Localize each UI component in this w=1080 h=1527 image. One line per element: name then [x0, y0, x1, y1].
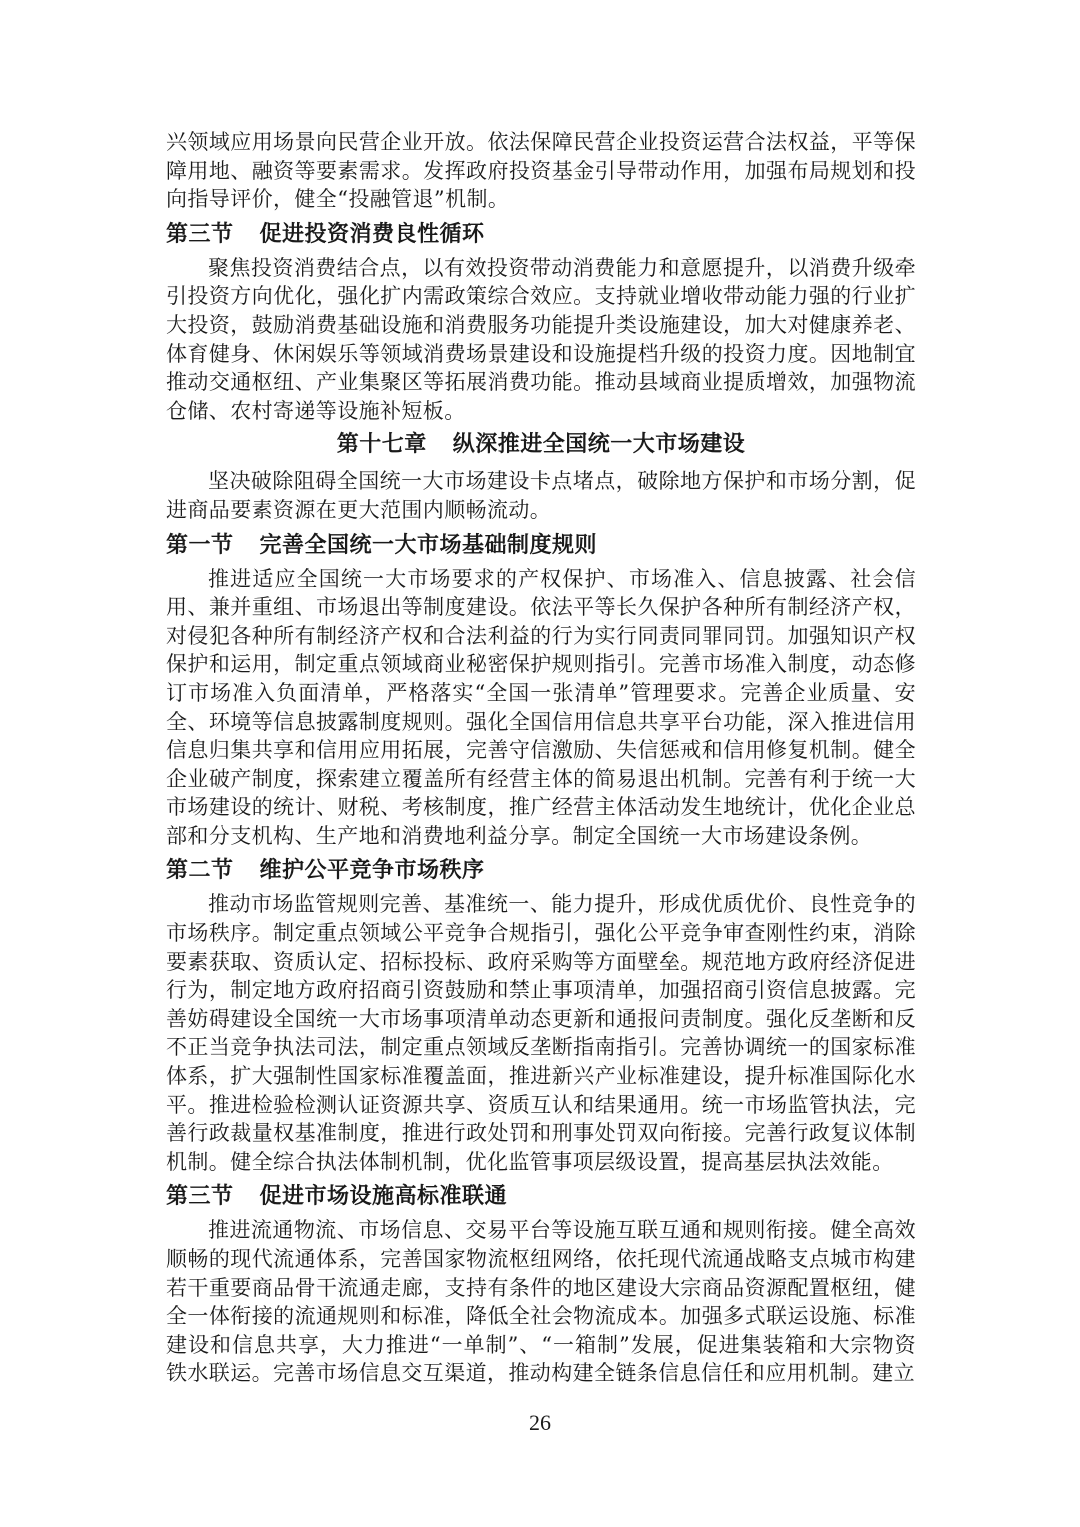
page-body: [166, 128, 916, 1388]
section-title: 促进市场设施高标准联通: [259, 1184, 508, 1210]
body-paragraph: 坚决破除阻碍全国统一大市场建设卡点堵点，破除地方保护和市场分割，促进商品要素资源在更大范围内顺畅流动。: [166, 469, 916, 522]
section-number: 第二节: [166, 858, 234, 884]
chapter-heading: [166, 427, 916, 463]
section-number: 第一节: [166, 532, 234, 558]
section-number: 第三节: [166, 221, 234, 247]
section-heading: [166, 854, 916, 888]
section-title: 促进投资消费良性循环: [259, 221, 485, 247]
section-heading: [166, 218, 916, 252]
section-heading: [166, 1180, 916, 1214]
chapter-title: 纵深推进全国统一大市场建设: [452, 432, 746, 458]
body-paragraph: 推进流通物流、市场信息、交易平台等设施互联互通和规则衔接。健全高效顺畅的现代流通体系，完善国家物流枢纽网络，依托现代流通战略支点城市构建若干重要商品骨干流通走廊，支持有条件的地区建设大宗商品资源配置枢纽，健全一体衔接的流通规则和标准，降低全社会物流成本。加强多式联运设施、标准建设和信息共享，大力推进“一单制”、“一箱制”发展，促进集装箱和大宗物资铁水联运。完善市场信息交互渠道，推动构建全链条信息信任和应用机制。建立: [166, 1218, 916, 1386]
section-heading: [166, 529, 916, 563]
body-paragraph: 推进适应全国统一大市场要求的产权保护、市场准入、信息披露、社会信用、兼并重组、市场退出等制度建设。依法平等长久保护各种所有制经济产权，对侵犯各种所有制经济产权和合法利益的行为实行同责同罪同罚。加强知识产权保护和运用，制定重点领域商业秘密保护规则指引。完善市场准入制度，动态修订市场准入负面清单，严格落实“全国一张清单”管理要求。完善企业质量、安全、环境等信息披露制度规则。强化全国信用信息共享平台功能，深入推进信用信息归集共享和信用应用拓展，完善守信激励、失信惩戒和信用修复机制。健全企业破产制度，探索建立覆盖所有经营主体的简易退出机制。完善有利于统一大市场建设的统计、财税、考核制度，推广经营主体活动发生地统计，优化企业总部和分支机构、生产地和消费地利益分享。制定全国统一大市场建设条例。: [166, 566, 916, 848]
section-title: 完善全国统一大市场基础制度规则: [259, 532, 598, 558]
body-paragraph: 兴领域应用场景向民营企业开放。依法保障民营企业投资运营合法权益，平等保障用地、融资等要素需求。发挥政府投资基金引导带动作用，加强布局规划和投向指导评价，健全“投融管退”机制。: [166, 130, 916, 212]
section-title: 维护公平竞争市场秩序: [259, 858, 485, 884]
page-number: 26: [529, 1410, 551, 1435]
body-paragraph: 聚焦投资消费结合点，以有效投资带动消费能力和意愿提升，以消费升级牵引投资方向优化，强化扩内需政策综合效应。支持就业增收带动能力强的行业扩大投资，鼓励消费基础设施和消费服务功能提升类设施建设，加大对健康养老、体育健身、休闲娱乐等领域消费场景建设和设施提档升级的投资力度。因地制宜推动交通枢纽、产业集聚区等拓展消费功能。推动县域商业提质增效，加强物流仓储、农村寄递等设施补短板。: [166, 255, 916, 423]
section-number: 第三节: [166, 1184, 234, 1210]
chapter-number: 第十七章: [336, 432, 427, 458]
body-paragraph: 推动市场监管规则完善、基准统一、能力提升，形成优质优价、良性竞争的市场秩序。制定重点领域公平竞争合规指引，强化公平竞争审查刚性约束，消除要素获取、资质认定、招标投标、政府采购等方面壁垒。规范地方政府经济促进行为，制定地方政府招商引资鼓励和禁止事项清单，加强招商引资信息披露。完善妨碍建设全国统一大市场事项清单动态更新和通报问责制度。强化反垄断和反不正当竞争执法司法，制定重点领域反垄断指南指引。完善协调统一的国家标准体系，扩大强制性国家标准覆盖面，推进新兴产业标准建设，提升标准国际化水平。推进检验检测认证资源共享、资质互认和结果通用。统一市场监管执法，完善行政裁量权基准制度，推进行政处罚和刑事处罚双向衔接。完善行政复议体制机制。健全综合执法体制机制，优化监管事项层级设置，提高基层执法效能。: [166, 892, 916, 1174]
